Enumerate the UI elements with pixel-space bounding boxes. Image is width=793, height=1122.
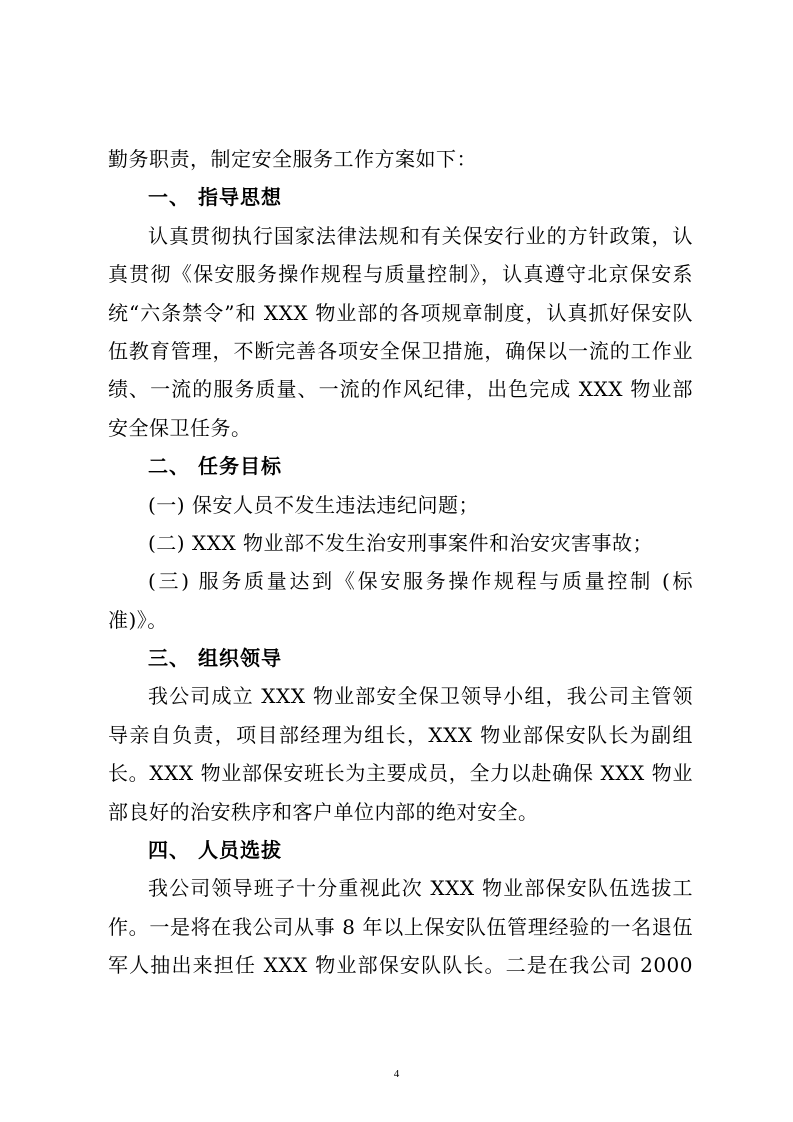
- text-line: 统“六条禁令”和 XXX 物业部的各项规章制度，认真抓好保安队: [108, 300, 693, 325]
- section-heading: 三、 组织领导: [148, 646, 282, 671]
- text-line: (一) 保安人员不发生违法违纪问题；: [148, 492, 479, 517]
- section-heading: 二、 任务目标: [148, 454, 282, 479]
- text-line: 真贯彻《保安服务操作规程与质量控制》，认真遵守北京保安系: [108, 262, 693, 287]
- text-line: 我公司成立 XXX 物业部安全保卫领导小组，我公司主管领: [148, 684, 693, 709]
- document-body: [108, 140, 693, 985]
- text-line: 我公司领导班子十分重视此次 XXX 物业部保安队伍选拔工: [148, 876, 693, 901]
- text-line: 安全保卫任务。: [108, 415, 252, 440]
- page-number: 4: [393, 1068, 400, 1080]
- text-line: (二) XXX 物业部不发生治安刑事案件和治安灾害事故；: [148, 530, 654, 555]
- text-line: 准)》。: [108, 607, 168, 632]
- text-line: (三) 服务质量达到《保安服务操作规程与质量控制 (标: [148, 569, 693, 594]
- text-line: 长。XXX 物业部保安班长为主要成员，全力以赴确保 XXX 物业: [108, 761, 693, 786]
- text-line: 伍教育管理，不断完善各项安全保卫措施，确保以一流的工作业: [108, 338, 693, 363]
- text-line: 勤务职责，制定安全服务工作方案如下：: [108, 147, 477, 171]
- section-heading: 四、 人员选拔: [148, 838, 282, 863]
- text-line: 部良好的治安秩序和客户单位内部的绝对安全。: [108, 799, 539, 824]
- text-line: 作。一是将在我公司从事 8 年以上保安队伍管理经验的一名退伍: [108, 914, 693, 939]
- text-line: 认真贯彻执行国家法律法规和有关保安行业的方针政策，认: [148, 223, 693, 248]
- section-heading: 一、 指导思想: [148, 185, 282, 210]
- text-line: 军人抽出来担任 XXX 物业部保安队队长。二是在我公司 2000: [108, 953, 693, 978]
- text-line: 绩、一流的服务质量、一流的作风纪律，出色完成 XXX 物业部: [108, 377, 693, 402]
- text-line: 导亲自负责，项目部经理为组长，XXX 物业部保安队长为副组: [108, 722, 693, 747]
